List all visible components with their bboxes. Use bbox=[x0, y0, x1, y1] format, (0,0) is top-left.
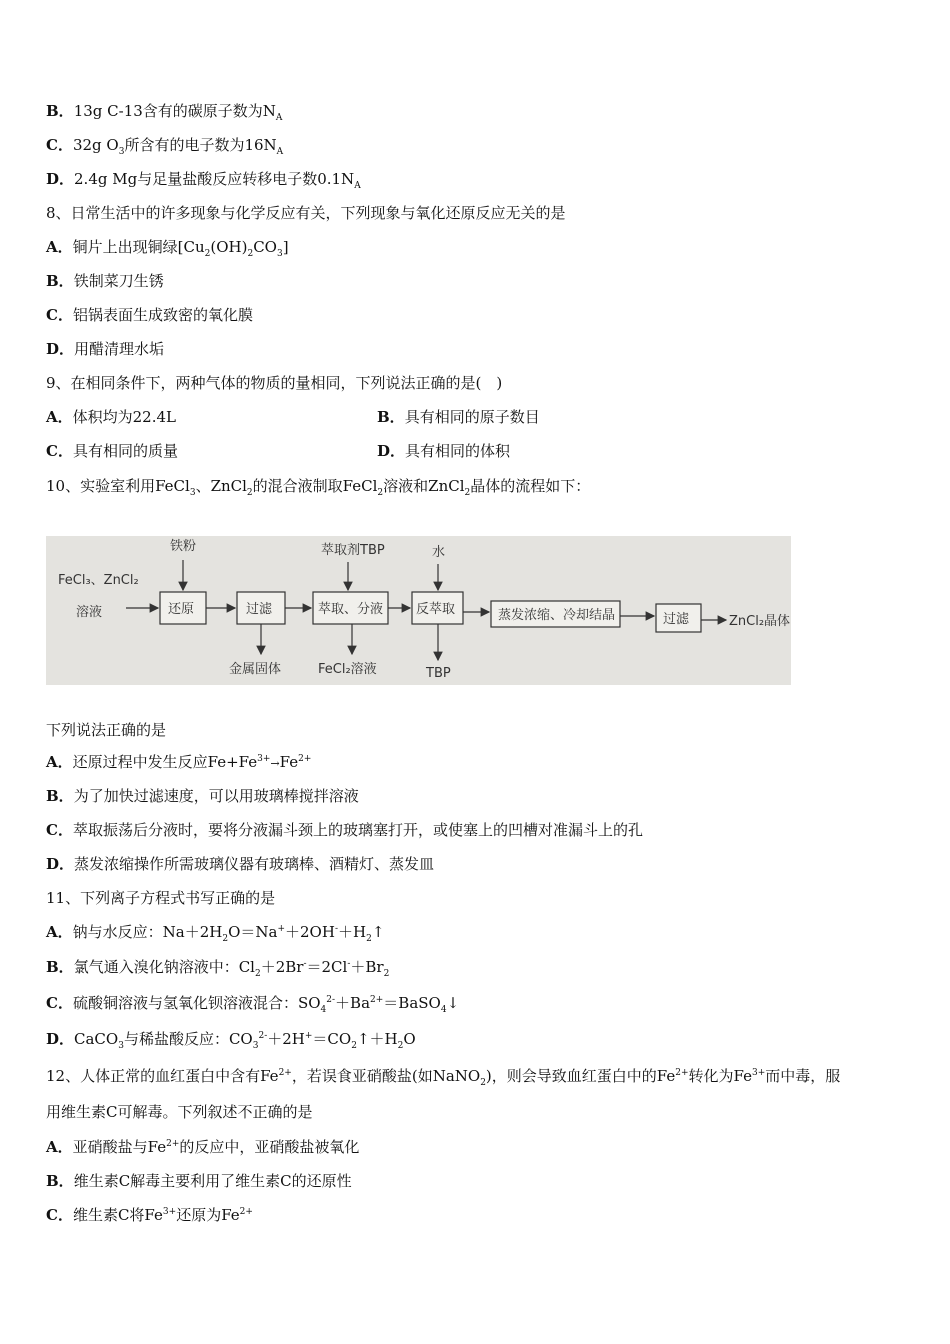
byproduct-tbp: TBP bbox=[426, 666, 451, 681]
stem-text: 12、人体正常的血红蛋白中含有Fe bbox=[46, 1067, 279, 1085]
q12-stem-line2: 用维生素C可解毒。下列叙述不正确的是 bbox=[46, 1103, 313, 1121]
option-letter: B． bbox=[46, 1172, 74, 1190]
option-text: Fe bbox=[279, 753, 299, 771]
q12-stem-line1 bbox=[46, 1066, 840, 1086]
q9-option-b bbox=[377, 407, 540, 427]
option-text: ＋2H bbox=[267, 1030, 305, 1048]
q10-stem bbox=[46, 476, 590, 496]
option-letter: C． bbox=[46, 1206, 73, 1224]
option-letter: B． bbox=[46, 272, 74, 290]
option-text: ＝2Cl bbox=[306, 958, 348, 976]
subscript: 2 bbox=[377, 488, 384, 498]
option-text: ↑＋H bbox=[356, 1030, 398, 1048]
option-text: 为了加快过滤速度，可以用玻璃棒搅拌溶液 bbox=[73, 787, 359, 805]
option-text: 32g O bbox=[72, 136, 119, 154]
subscript: A bbox=[275, 113, 283, 123]
option-letter: B． bbox=[46, 787, 74, 805]
reaction-arrow: → bbox=[270, 757, 280, 770]
superscript: 2+ bbox=[239, 1207, 253, 1217]
option-text: 具有相同的原子数目 bbox=[404, 408, 540, 426]
option-letter: C． bbox=[46, 136, 73, 154]
option-text: ＋2Br bbox=[260, 958, 304, 976]
subscript: 2 bbox=[222, 934, 229, 944]
q10-option-a bbox=[46, 752, 311, 774]
q11-option-a bbox=[46, 922, 384, 942]
subscript: 2 bbox=[254, 969, 261, 979]
stem-text: 的混合液制取FeCl bbox=[252, 477, 378, 495]
q11-option-d bbox=[46, 1029, 416, 1049]
q9-option-c bbox=[46, 441, 178, 461]
q8-option-d bbox=[46, 339, 164, 359]
reagent-iron-powder: 铁粉 bbox=[170, 539, 197, 554]
option-letter: D． bbox=[46, 855, 75, 873]
option-letter: D． bbox=[46, 170, 75, 188]
option-letter: A． bbox=[46, 753, 73, 771]
option-text: ＋Br bbox=[350, 958, 384, 976]
subscript: 3 bbox=[276, 249, 283, 259]
option-text: 亚硝酸盐与Fe bbox=[72, 1138, 167, 1156]
step-label-filter-2: 过滤 bbox=[663, 612, 690, 627]
q10-option-c bbox=[46, 820, 643, 840]
option-letter: A． bbox=[46, 408, 73, 426]
option-text: 铜片上出现铜绿[Cu bbox=[72, 238, 205, 256]
subscript: A bbox=[354, 181, 361, 191]
option-letter: B． bbox=[46, 102, 74, 120]
option-text: ↓ bbox=[446, 994, 460, 1012]
option-text: 的反应中，亚硝酸盐被氧化 bbox=[179, 1138, 360, 1156]
step-label-evaporate: 蒸发浓缩、冷却结晶 bbox=[498, 608, 616, 623]
q10-option-b bbox=[46, 786, 359, 806]
option-letter: A． bbox=[46, 238, 73, 256]
superscript: 2- bbox=[326, 995, 336, 1005]
q12-option-c bbox=[46, 1205, 253, 1225]
option-text: ＝CO bbox=[312, 1030, 352, 1048]
q8-option-c bbox=[46, 305, 253, 325]
subscript: 3 bbox=[252, 1041, 259, 1051]
option-letter: A． bbox=[46, 923, 73, 941]
stem-text: 溶液和ZnCl bbox=[383, 477, 465, 495]
option-text: 具有相同的体积 bbox=[405, 442, 511, 460]
byproduct-fecl2-solution: FeCl₂溶液 bbox=[318, 662, 377, 677]
option-text: O＝Na bbox=[228, 923, 278, 941]
subscript: 2 bbox=[480, 1078, 486, 1088]
option-text: ＝BaSO bbox=[383, 994, 441, 1012]
option-text: 与稀盐酸反应：CO bbox=[123, 1030, 253, 1048]
option-text: 铁制菜刀生锈 bbox=[73, 272, 164, 290]
q9-option-a bbox=[46, 407, 176, 427]
option-text: 还原过程中发生反应Fe+Fe bbox=[72, 753, 258, 771]
option-letter: B． bbox=[46, 958, 74, 976]
option-text: 具有相同的质量 bbox=[72, 442, 178, 460]
stem-text: 转化为Fe bbox=[688, 1067, 752, 1085]
subscript: 2 bbox=[383, 969, 390, 979]
option-text: ＋H bbox=[337, 923, 367, 941]
q10-option-d bbox=[46, 854, 434, 874]
q8-stem: 8、日常生活中的许多现象与化学反应有关，下列现象与氧化还原反应无关的是 bbox=[46, 204, 566, 222]
subscript: 2 bbox=[366, 934, 372, 944]
option-text: 铝锅表面生成致密的氧化膜 bbox=[72, 306, 253, 324]
superscript: 3+ bbox=[752, 1068, 766, 1078]
superscript: 2+ bbox=[370, 995, 384, 1005]
superscript: 2+ bbox=[166, 1139, 180, 1149]
option-text: 还原为Fe bbox=[176, 1206, 240, 1224]
option-text: 体积均为22.4L bbox=[72, 408, 177, 426]
stem-text: ，若误食亚硝酸盐(如NaNO bbox=[291, 1067, 481, 1085]
q12-option-b bbox=[46, 1171, 352, 1191]
superscript: - bbox=[303, 959, 307, 969]
byproduct-metal-solid: 金属固体 bbox=[229, 662, 282, 677]
option-text: 硫酸铜溶液与氢氧化钡溶液混合：SO bbox=[72, 994, 321, 1012]
superscript: + bbox=[304, 1031, 313, 1041]
option-text: (OH) bbox=[210, 238, 248, 256]
superscript: 2+ bbox=[675, 1068, 689, 1078]
option-letter: D． bbox=[46, 1030, 75, 1048]
q7-option-c bbox=[46, 135, 283, 155]
q8-option-a bbox=[46, 237, 289, 257]
subscript: 4 bbox=[440, 1005, 447, 1015]
q8-option-b bbox=[46, 271, 164, 291]
option-text: ↑ bbox=[371, 923, 385, 941]
step-label-reduce: 还原 bbox=[168, 602, 195, 617]
step-label-extract: 萃取、分液 bbox=[318, 602, 384, 617]
option-letter: C． bbox=[46, 306, 73, 324]
option-letter: D． bbox=[377, 442, 406, 460]
q7-option-b bbox=[46, 101, 282, 121]
subscript: 2 bbox=[247, 249, 254, 259]
superscript: + bbox=[277, 924, 285, 934]
option-text: ＋2OH bbox=[285, 923, 335, 941]
stem-text: )，则会导致血红蛋白中的Fe bbox=[485, 1067, 676, 1085]
q10-prompt: 下列说法正确的是 bbox=[46, 721, 167, 739]
option-text: 2.4g Mg与足量盐酸反应转移电子数0.1N bbox=[74, 170, 355, 188]
input-label-line2: 溶液 bbox=[76, 605, 103, 620]
reagent-tbp: 萃取剂TBP bbox=[321, 543, 385, 558]
flowchart-svg bbox=[46, 536, 791, 685]
input-label-line1: FeCl₃、ZnCl₂ bbox=[58, 573, 139, 588]
option-letter: C． bbox=[46, 442, 73, 460]
q11-option-c bbox=[46, 993, 459, 1013]
option-text: O bbox=[403, 1030, 416, 1048]
option-letter: C． bbox=[46, 994, 73, 1012]
step-label-back-extract: 反萃取 bbox=[416, 602, 456, 617]
subscript: 3 bbox=[189, 488, 196, 498]
option-text: 维生素C将Fe bbox=[72, 1206, 163, 1224]
q12-option-a bbox=[46, 1137, 359, 1157]
option-text: 13g C-13含有的碳原子数为N bbox=[73, 102, 276, 120]
subscript: 3 bbox=[118, 147, 125, 157]
q9-option-d bbox=[377, 441, 510, 461]
option-letter: A． bbox=[46, 1138, 73, 1156]
reagent-water: 水 bbox=[432, 545, 446, 560]
superscript: 2+ bbox=[298, 754, 312, 764]
superscript: 3+ bbox=[162, 1207, 177, 1217]
option-text: 用醋清理水垢 bbox=[74, 340, 165, 358]
option-text: 钠与水反应：Na＋2H bbox=[72, 923, 223, 941]
q11-stem: 11、下列离子方程式书写正确的是 bbox=[46, 889, 276, 907]
stem-text: 而中毒，服 bbox=[765, 1067, 841, 1085]
stem-text: 10、实验室利用FeCl bbox=[46, 477, 190, 495]
superscript: 2+ bbox=[278, 1068, 292, 1078]
option-text: 氯气通入溴化钠溶液中：Cl bbox=[73, 958, 255, 976]
flowchart-diagram bbox=[46, 536, 791, 685]
superscript: - bbox=[334, 924, 338, 934]
option-letter: D． bbox=[46, 340, 75, 358]
option-text: CO bbox=[253, 238, 277, 256]
subscript: 2 bbox=[204, 249, 211, 259]
option-text: 萃取振荡后分液时，要将分液漏斗颈上的玻璃塞打开，或使塞上的凹槽对准漏斗上的孔 bbox=[72, 821, 643, 839]
option-text: 所含有的电子数为16N bbox=[124, 136, 277, 154]
stem-text: 、ZnCl bbox=[195, 477, 247, 495]
option-text: CaCO bbox=[74, 1030, 119, 1048]
q7-option-d bbox=[46, 169, 361, 189]
subscript: 2 bbox=[351, 1041, 357, 1051]
superscript: - bbox=[347, 959, 351, 969]
option-text: 维生素C解毒主要利用了维生素C的还原性 bbox=[73, 1172, 352, 1190]
superscript: 3+ bbox=[257, 754, 271, 764]
subscript: 2 bbox=[464, 488, 471, 498]
q11-option-b bbox=[46, 957, 389, 977]
stem-text: 晶体的流程如下： bbox=[470, 477, 591, 495]
option-text: ＋Ba bbox=[335, 994, 371, 1012]
option-letter: C． bbox=[46, 821, 73, 839]
step-label-filter-1: 过滤 bbox=[246, 602, 273, 617]
subscript: A bbox=[276, 147, 284, 157]
subscript: 2 bbox=[397, 1041, 404, 1051]
superscript: 2- bbox=[258, 1031, 268, 1041]
subscript: 4 bbox=[320, 1005, 327, 1015]
option-letter: B． bbox=[377, 408, 405, 426]
subscript: 2 bbox=[246, 488, 253, 498]
product-zncl2-crystal: ZnCl₂晶体 bbox=[729, 614, 791, 629]
q9-stem: 9、在相同条件下，两种气体的物质的量相同，下列说法正确的是( ) bbox=[46, 374, 503, 392]
option-text: ] bbox=[282, 238, 289, 256]
option-text: 蒸发浓缩操作所需玻璃仪器有玻璃棒、酒精灯、蒸发皿 bbox=[74, 855, 435, 873]
subscript: 3 bbox=[118, 1041, 124, 1051]
